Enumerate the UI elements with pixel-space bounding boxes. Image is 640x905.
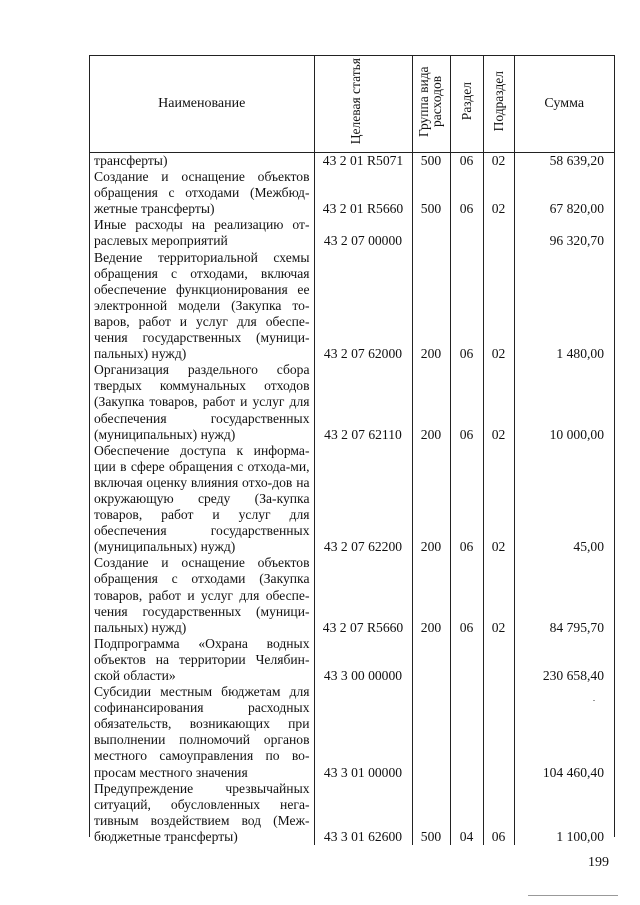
header-sum: Сумма (514, 56, 614, 153)
row-section (450, 636, 483, 684)
header-subsection (483, 56, 514, 153)
row-name: Предупреждение чрезвычайных ситуаций, обусловленных нега-тивным воздействием вод (Меж-бюджетные трансферты) (94, 780, 310, 844)
budget-table (90, 56, 614, 845)
table-header-row (90, 56, 614, 153)
row-name: Создание и оснащение объектов обращения с отходами (Закупка товаров, работ и услуг для обеспе-чения государственных (муници-пальных) нужд) (94, 555, 310, 635)
row-subsection: 02 (483, 153, 514, 170)
row-subsection: 02 (483, 443, 514, 556)
table-row (90, 217, 614, 249)
row-section: 04 (450, 781, 483, 845)
row-section: 06 (450, 169, 483, 217)
row-target-article: 43 3 01 62600 (314, 781, 412, 845)
row-subsection (483, 636, 514, 684)
row-subsection: 02 (483, 555, 514, 635)
row-expense-group: 500 (412, 169, 450, 217)
row-name: Ведение территориальной схемы обращения с отходами, включая обеспечение функционирования ее электронной модели (Закупка то-варов, работ и услуг для обеспе-чения государственных (муници-пальных) нужд) (94, 249, 310, 362)
row-sum: 1 480,00 (514, 250, 614, 363)
row-expense-group (412, 636, 450, 684)
row-target-article: 43 2 07 00000 (314, 217, 412, 249)
row-name: Субсидии местным бюджетам для софинансирования расходных обязательств, возникающих при выполнении полномочий органов местного самоуправления по во-просам местного значения (94, 684, 310, 780)
row-subsection: 06 (483, 781, 514, 845)
row-sum: 58 639,20 (514, 153, 614, 170)
row-section (450, 217, 483, 249)
row-expense-group: 200 (412, 250, 450, 363)
budget-table-frame (89, 55, 615, 844)
row-sum: 67 820,00 (514, 169, 614, 217)
row-target-article: 43 2 01 R5071 (314, 153, 412, 170)
table-row (90, 781, 614, 845)
row-name: Иные расходы на реализацию от-раслевых мероприятий (94, 217, 310, 249)
row-name: трансферты) (94, 153, 168, 168)
scan-speck (593, 700, 595, 701)
row-section: 06 (450, 443, 483, 556)
row-subsection: 02 (483, 362, 514, 442)
table-row (90, 153, 614, 170)
header-expense-group-text: Группа вида расходов (416, 66, 444, 137)
row-name: Подпрограмма «Охрана водных объектов на территории Челябин-ской области» (94, 635, 310, 683)
header-target-article (314, 56, 412, 153)
row-target-article: 43 2 07 62200 (314, 443, 412, 556)
row-expense-group: 200 (412, 443, 450, 556)
table-row (90, 250, 614, 363)
row-sum: 1 100,00 (514, 781, 614, 845)
row-name: Организация раздельного сбора твердых коммунальных отходов (Закупка товаров, работ и услуг для обеспечения государственных (муниципальных) нужд) (94, 362, 310, 442)
table-row (90, 362, 614, 442)
table-row (90, 169, 614, 217)
table-row (90, 443, 614, 556)
header-subsection-text: Подраздел (491, 71, 506, 132)
row-target-article: 43 2 07 62110 (314, 362, 412, 442)
row-section: 06 (450, 362, 483, 442)
row-subsection: 02 (483, 169, 514, 217)
row-name: Создание и оснащение объектов обращения с отходами (Межбюд-жетные трансферты) (94, 169, 310, 217)
header-section-text: Раздел (459, 82, 474, 121)
row-target-article: 43 2 01 R5660 (314, 169, 412, 217)
row-sum: 84 795,70 (514, 555, 614, 635)
row-expense-group: 500 (412, 153, 450, 170)
row-subsection: 02 (483, 250, 514, 363)
row-expense-group: 500 (412, 781, 450, 845)
row-section: 06 (450, 250, 483, 363)
table-row (90, 684, 614, 781)
row-subsection (483, 684, 514, 781)
row-expense-group (412, 684, 450, 781)
row-expense-group (412, 217, 450, 249)
table-row (90, 555, 614, 635)
row-section: 06 (450, 555, 483, 635)
header-section (450, 56, 483, 153)
row-name: Обеспечение доступа к информа-ции в сфере обращения с отхода-ми, включая оценку влияния отхо-дов на окружающую среду (За-купка товаров, работ и услуг для обеспечения государственных (муниципальных) нужд) (94, 442, 310, 555)
table-row (90, 636, 614, 684)
row-expense-group: 200 (412, 555, 450, 635)
page-number: 199 (588, 855, 609, 870)
row-target-article: 43 2 07 62000 (314, 250, 412, 363)
row-target-article: 43 3 00 00000 (314, 636, 412, 684)
header-target-article-text: Целевая статья (348, 58, 363, 145)
row-sum: 230 658,40 (514, 636, 614, 684)
row-expense-group: 200 (412, 362, 450, 442)
header-expense-group (412, 56, 450, 153)
row-sum: 96 320,70 (514, 217, 614, 249)
row-target-article: 43 2 07 R5660 (314, 555, 412, 635)
row-sum: 45,00 (514, 443, 614, 556)
row-section: 06 (450, 153, 483, 170)
row-target-article: 43 3 01 00000 (314, 684, 412, 781)
header-name: Наименование (90, 56, 314, 153)
row-section (450, 684, 483, 781)
row-sum: 10 000,00 (514, 362, 614, 442)
scan-edge-line (528, 895, 618, 896)
row-subsection (483, 217, 514, 249)
row-sum: 104 460,40 (514, 684, 614, 781)
